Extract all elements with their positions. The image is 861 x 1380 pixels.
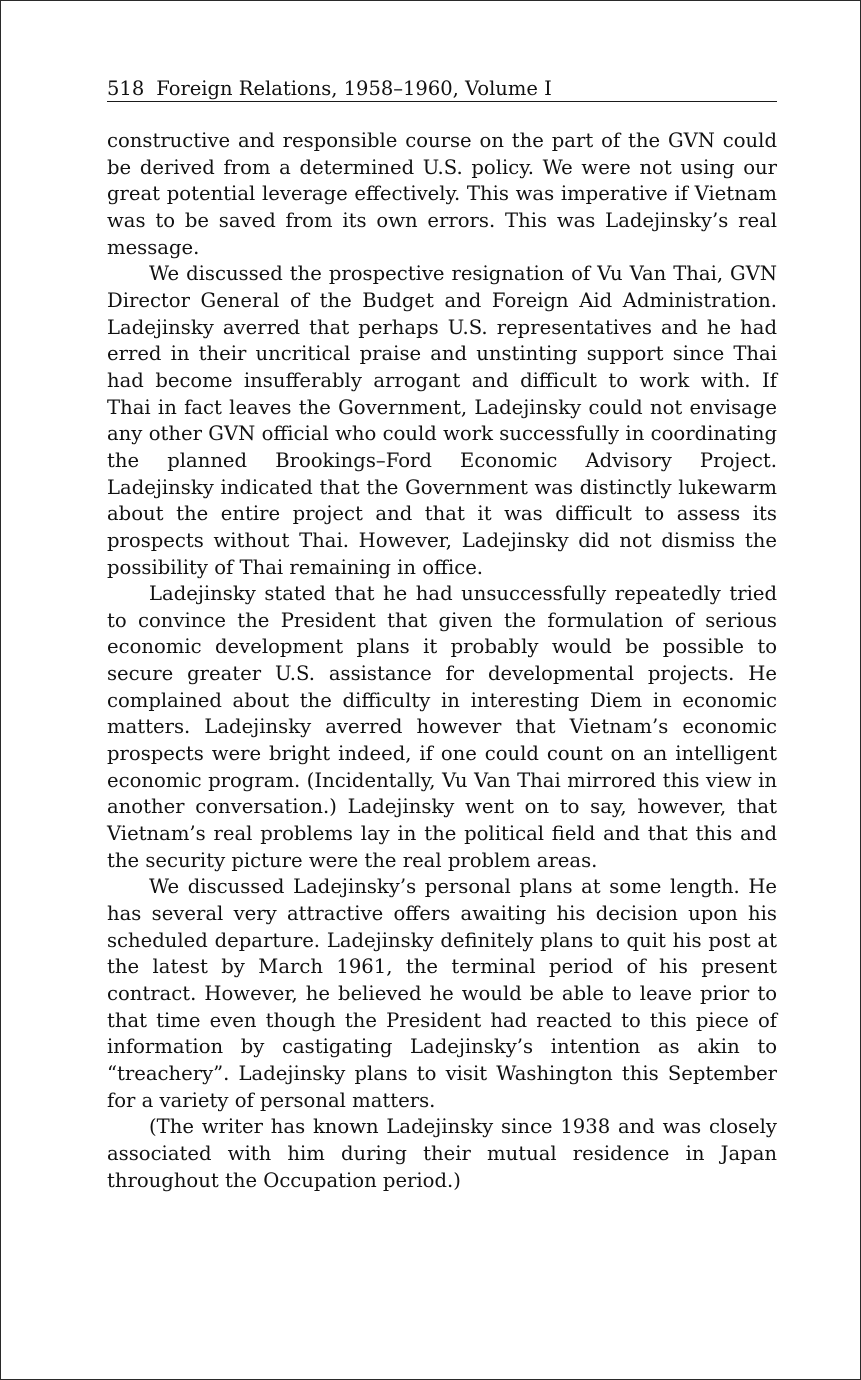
page-number: 518 [107,77,145,100]
paragraph-writer-note: (The writer has known Ladejinsky since 1938 and was closely associated with him during their mutual residence in Japan throughout the Occupation period.) [107,1115,777,1192]
running-header [107,77,777,102]
body-text [107,128,777,1194]
paragraph-personal-plans: We discussed Ladejinsky’s personal plans at some length. He has several very attractive offers awaiting his decision upon his scheduled departure. Ladejinsky definitely plans to quit his post at the latest by March 1961, the terminal period of his present contract. However, he believed he would be able to leave prior to that time even though the President had reacted to this piece of information by castigating Ladejinsky’s intention as akin to “treachery”. Ladejinsky plans to visit Washington this September for a variety of personal matters. [107,875,777,1112]
paragraph-vu-van-thai: We discussed the prospective resignation of Vu Van Thai, GVN Director General of the Budget and Foreign Aid Administration. Ladejinsky averred that perhaps U.S. representatives and he had erred in their uncritical praise and unstinting support since Thai had become insufferably arrogant and difficult to work with. If Thai in fact leaves the Government, Ladejinsky could not envisage any other GVN official who could work successfully in coordinating the planned Brookings–Ford Economic Advisory Project. Ladejinsky indicated that the Government was distinctly lukewarm about the entire project and that it was difficult to assess its prospects without Thai. However, Ladejinsky did not dismiss the possibility of Thai remaining in office. [107,262,777,579]
running-title: Foreign Relations, 1958–1960, Volume I [156,77,552,100]
paragraph-continued: constructive and responsible course on the part of the GVN could be derived from a determined U.S. policy. We were not using our great potential leverage effectively. This was imperative if Vietnam was to be saved from its own errors. This was Ladejinsky’s real message. [107,129,777,259]
paragraph-economic-plans: Ladejinsky stated that he had unsuccessfully repeatedly tried to convince the President that given the formulation of serious economic development plans it probably would be possible to secure greater U.S. assistance for developmental projects. He complained about the difficulty in interesting Diem in economic matters. Ladejinsky averred however that Vietnam’s economic prospects were bright indeed, if one could count on an intelligent economic program. (Incidentally, Vu Van Thai mirrored this view in another conversation.) Ladejinsky went on to say, however, that Vietnam’s real problems lay in the political field and that this and the security picture were the real problem areas. [107,582,777,872]
